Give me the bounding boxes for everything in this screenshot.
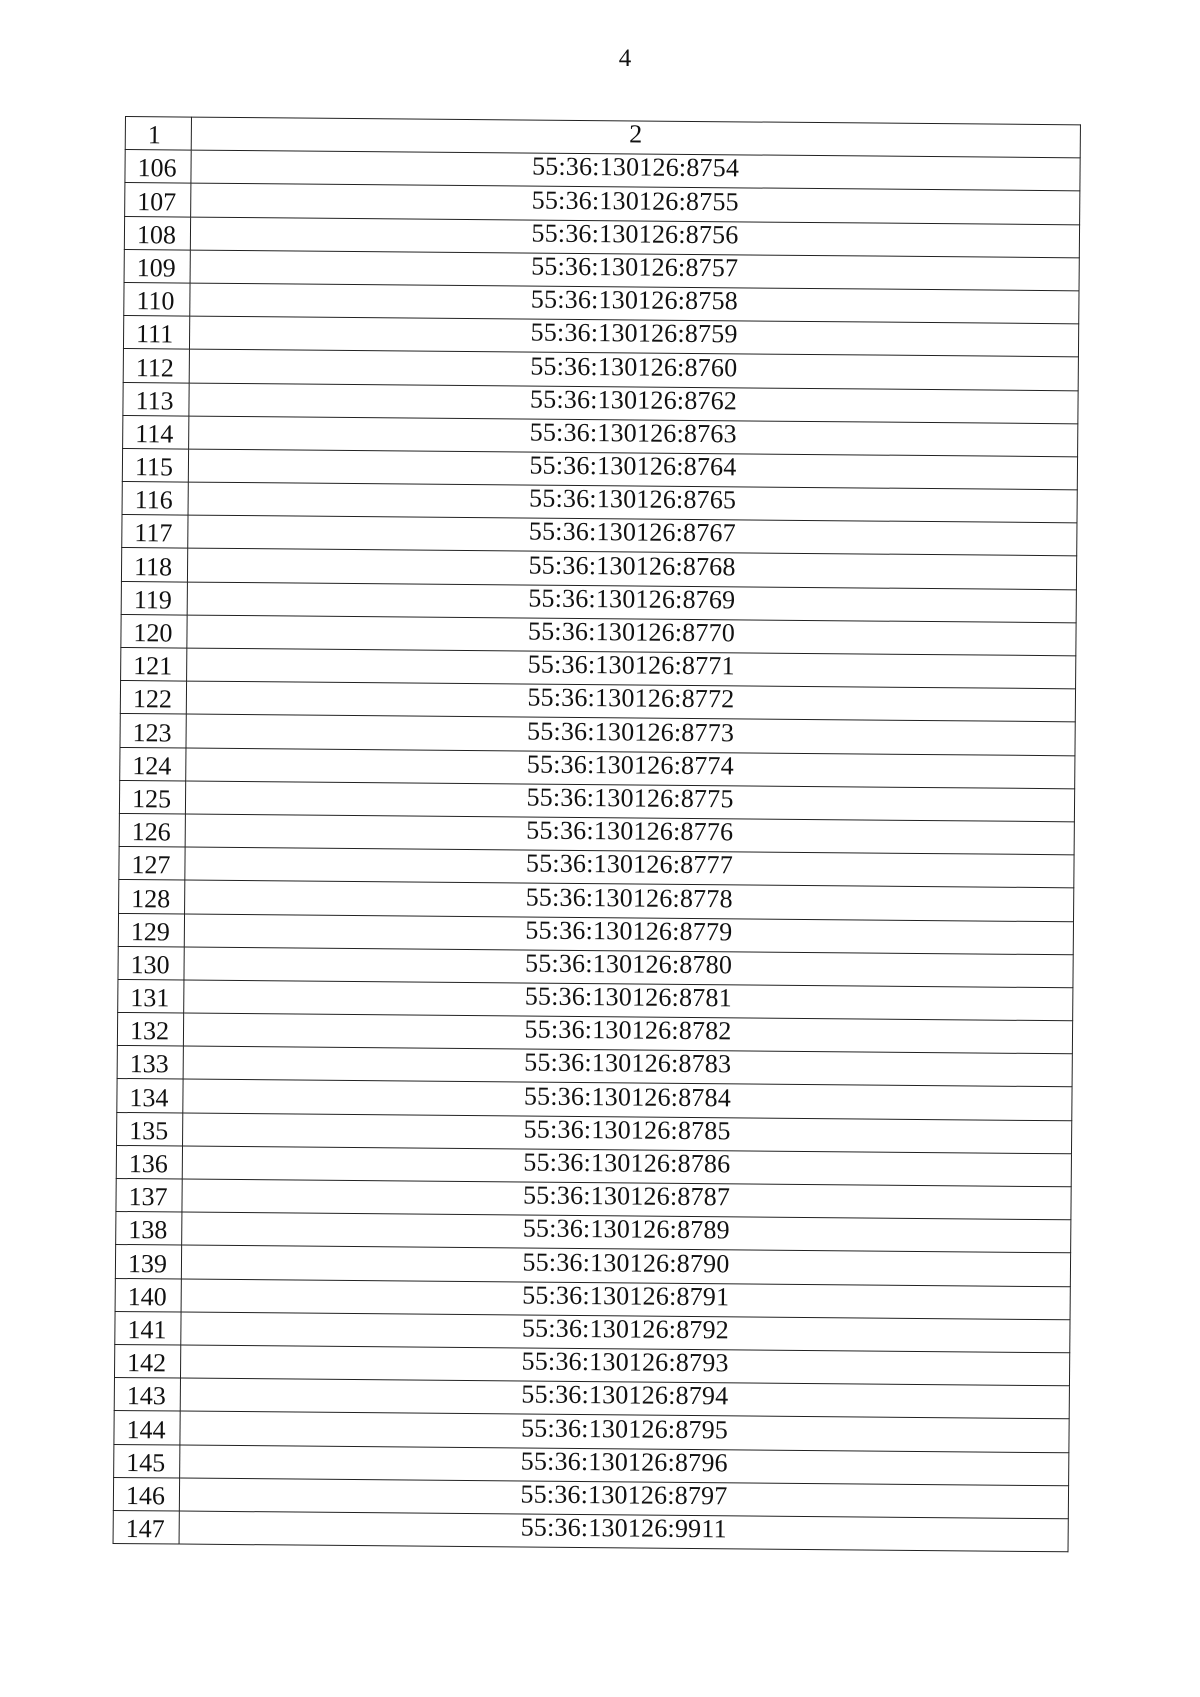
row-number: 110 bbox=[124, 282, 190, 316]
row-number: 109 bbox=[124, 249, 190, 283]
table-row bbox=[113, 1510, 1068, 1552]
cadastral-number: 55:36:130126:8785 bbox=[183, 1113, 1072, 1154]
cadastral-number: 55:36:130126:8779 bbox=[184, 914, 1073, 955]
row-number: 107 bbox=[125, 183, 191, 217]
row-number: 133 bbox=[117, 1046, 183, 1080]
cadastral-number: 55:36:130126:9911 bbox=[179, 1511, 1068, 1552]
cadastral-number: 55:36:130126:8795 bbox=[180, 1411, 1069, 1452]
cadastral-number: 55:36:130126:8797 bbox=[179, 1478, 1068, 1519]
cadastral-number: 55:36:130126:8774 bbox=[186, 748, 1075, 789]
row-number: 118 bbox=[121, 548, 187, 582]
row-number: 121 bbox=[121, 647, 187, 681]
cadastral-number: 55:36:130126:8793 bbox=[180, 1345, 1069, 1386]
cadastral-number: 55:36:130126:8756 bbox=[190, 217, 1079, 258]
row-number: 113 bbox=[123, 382, 189, 416]
row-number: 119 bbox=[121, 581, 187, 615]
row-number: 112 bbox=[123, 349, 189, 383]
row-number: 132 bbox=[117, 1013, 183, 1047]
cadastral-number: 55:36:130126:8770 bbox=[187, 615, 1076, 656]
row-number: 124 bbox=[120, 747, 186, 781]
cadastral-number: 55:36:130126:8787 bbox=[182, 1179, 1071, 1220]
row-number: 111 bbox=[123, 316, 189, 350]
cadastral-number: 55:36:130126:8772 bbox=[186, 681, 1075, 722]
cadastral-number: 55:36:130126:8796 bbox=[180, 1445, 1069, 1486]
cadastral-number: 55:36:130126:8789 bbox=[182, 1212, 1071, 1253]
cadastral-number: 55:36:130126:8791 bbox=[181, 1279, 1070, 1320]
row-number: 136 bbox=[116, 1145, 182, 1179]
cadastral-number: 55:36:130126:8757 bbox=[190, 250, 1079, 291]
row-number: 115 bbox=[122, 448, 188, 482]
row-number: 114 bbox=[123, 415, 189, 449]
cadastral-number: 55:36:130126:8780 bbox=[184, 947, 1073, 988]
cadastral-number: 55:36:130126:8755 bbox=[191, 183, 1080, 224]
cadastral-table bbox=[113, 116, 1081, 1552]
row-number: 140 bbox=[115, 1278, 181, 1312]
row-number: 134 bbox=[117, 1079, 183, 1113]
cadastral-number: 55:36:130126:8784 bbox=[183, 1079, 1072, 1120]
cadastral-number: 55:36:130126:8771 bbox=[187, 648, 1076, 689]
cadastral-number: 55:36:130126:8775 bbox=[185, 781, 1074, 822]
row-number: 137 bbox=[116, 1178, 182, 1212]
row-number: 129 bbox=[118, 913, 184, 947]
row-number: 108 bbox=[124, 216, 190, 250]
cadastral-number: 55:36:130126:8762 bbox=[189, 383, 1078, 424]
cadastral-number: 55:36:130126:8778 bbox=[185, 880, 1074, 921]
row-number: 106 bbox=[125, 150, 191, 184]
row-number: 147 bbox=[113, 1510, 179, 1544]
cadastral-number: 55:36:130126:8758 bbox=[190, 283, 1079, 324]
cadastral-number: 55:36:130126:8759 bbox=[189, 316, 1078, 357]
table-body bbox=[113, 150, 1080, 1552]
row-number: 138 bbox=[116, 1212, 182, 1246]
cadastral-number: 55:36:130126:8767 bbox=[188, 515, 1077, 556]
row-number: 122 bbox=[120, 681, 186, 715]
row-number: 127 bbox=[119, 847, 185, 881]
cadastral-number: 55:36:130126:8792 bbox=[181, 1312, 1070, 1353]
cadastral-number: 55:36:130126:8754 bbox=[191, 150, 1080, 191]
cadastral-number: 55:36:130126:8776 bbox=[185, 814, 1074, 855]
page-number: 4 bbox=[618, 45, 632, 72]
row-number: 116 bbox=[122, 482, 188, 516]
row-number: 146 bbox=[113, 1477, 179, 1511]
cadastral-number: 55:36:130126:8794 bbox=[180, 1378, 1069, 1419]
row-number: 131 bbox=[118, 979, 184, 1013]
row-number: 125 bbox=[119, 780, 185, 814]
row-number: 142 bbox=[114, 1344, 180, 1378]
cadastral-number: 55:36:130126:8765 bbox=[188, 482, 1077, 523]
row-number: 126 bbox=[119, 813, 185, 847]
cadastral-number: 55:36:130126:8790 bbox=[181, 1245, 1070, 1286]
row-number: 135 bbox=[117, 1112, 183, 1146]
cadastral-number: 55:36:130126:8783 bbox=[183, 1046, 1072, 1087]
cadastral-number: 55:36:130126:8781 bbox=[184, 980, 1073, 1021]
cadastral-table-container bbox=[113, 116, 1080, 1552]
cadastral-number: 55:36:130126:8769 bbox=[187, 582, 1076, 623]
cadastral-number: 55:36:130126:8786 bbox=[182, 1146, 1071, 1187]
row-number: 128 bbox=[119, 880, 185, 914]
cadastral-number: 55:36:130126:8773 bbox=[186, 714, 1075, 755]
row-number: 145 bbox=[114, 1444, 180, 1478]
row-number: 123 bbox=[120, 714, 186, 748]
cadastral-number: 55:36:130126:8764 bbox=[188, 449, 1077, 490]
row-number: 143 bbox=[114, 1378, 180, 1412]
row-number: 117 bbox=[122, 515, 188, 549]
cadastral-number: 55:36:130126:8777 bbox=[185, 847, 1074, 888]
cadastral-number: 55:36:130126:8760 bbox=[189, 349, 1078, 390]
row-number: 141 bbox=[115, 1311, 181, 1345]
cadastral-number: 55:36:130126:8763 bbox=[189, 416, 1078, 457]
column-header-1: 1 bbox=[125, 117, 191, 151]
row-number: 144 bbox=[114, 1411, 180, 1445]
row-number: 139 bbox=[115, 1245, 181, 1279]
cadastral-number: 55:36:130126:8782 bbox=[183, 1013, 1072, 1054]
row-number: 120 bbox=[121, 614, 187, 648]
row-number: 130 bbox=[118, 946, 184, 980]
cadastral-number: 55:36:130126:8768 bbox=[187, 549, 1076, 590]
column-header-2: 2 bbox=[191, 117, 1080, 158]
